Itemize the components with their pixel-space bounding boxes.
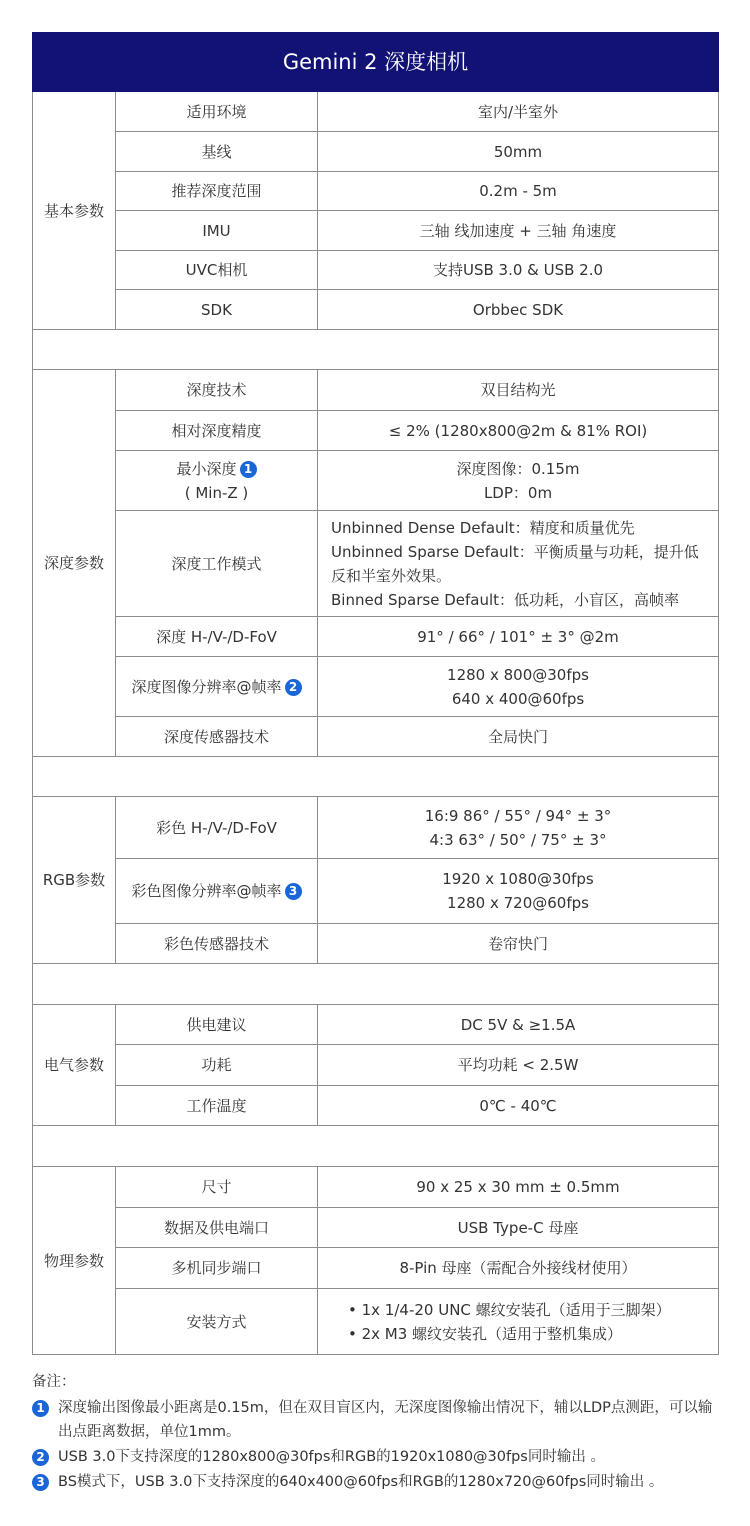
row-label bbox=[116, 451, 318, 511]
footnote-badge: 2 bbox=[32, 1449, 49, 1466]
spacer-cell bbox=[33, 330, 719, 370]
row-value: 90 x 25 x 30 mm ± 0.5mm bbox=[318, 1167, 719, 1208]
row-value: 三轴 线加速度 + 三轴 角速度 bbox=[318, 211, 719, 251]
row-label: 深度传感器技术 bbox=[116, 717, 318, 757]
row-value: 卷帘快门 bbox=[318, 924, 719, 964]
spacer-row bbox=[33, 964, 719, 1005]
group-rgb: RGB参数 bbox=[33, 797, 116, 964]
table-row bbox=[33, 411, 719, 451]
row-label: 功耗 bbox=[116, 1045, 318, 1086]
row-value: USB Type-C 母座 bbox=[318, 1208, 719, 1248]
row-value: 平均功耗 < 2.5W bbox=[318, 1045, 719, 1086]
table-row bbox=[33, 717, 719, 757]
spacer-row bbox=[33, 757, 719, 797]
table-row bbox=[33, 1289, 719, 1355]
row-value: 8-Pin 母座（需配合外接线材使用） bbox=[318, 1248, 719, 1289]
table-row bbox=[33, 132, 719, 172]
value-line: 640 x 400@60fps bbox=[451, 689, 585, 708]
table-row bbox=[33, 657, 719, 717]
row-label: 多机同步端口 bbox=[116, 1248, 318, 1289]
notes-section bbox=[32, 1370, 722, 1495]
table-row bbox=[33, 617, 719, 657]
row-value: 室内/半室外 bbox=[318, 92, 719, 132]
row-label: 推荐深度范围 bbox=[116, 172, 318, 211]
table-row bbox=[33, 1167, 719, 1208]
note-item bbox=[32, 1470, 722, 1494]
table-row bbox=[33, 1086, 719, 1126]
row-label: 彩色 H-/V-/D-FoV bbox=[116, 797, 318, 859]
value-line: 16:9 86° / 55° / 94° ± 3° bbox=[424, 806, 612, 825]
value-line: Unbinned Dense Default：精度和质量优先 bbox=[331, 518, 635, 537]
row-value: 50mm bbox=[318, 132, 719, 172]
footnote-badge: 3 bbox=[285, 883, 302, 900]
row-value bbox=[318, 797, 719, 859]
group-basic: 基本参数 bbox=[33, 92, 116, 330]
table-row bbox=[33, 211, 719, 251]
value-line: LDP：0m bbox=[483, 483, 553, 502]
row-label: 深度图像分辨率@帧率 2 bbox=[116, 657, 318, 717]
row-label: 尺寸 bbox=[116, 1167, 318, 1208]
row-label: 深度 H-/V-/D-FoV bbox=[116, 617, 318, 657]
spacer-row bbox=[33, 330, 719, 370]
table-row bbox=[33, 924, 719, 964]
row-value: DC 5V & ≥1.5A bbox=[318, 1005, 719, 1045]
table-row bbox=[33, 92, 719, 132]
row-value: 支持USB 3.0 & USB 2.0 bbox=[318, 251, 719, 290]
title-row bbox=[33, 33, 719, 92]
row-value: 双目结构光 bbox=[318, 370, 719, 411]
table-row bbox=[33, 290, 719, 330]
row-value bbox=[318, 1289, 719, 1355]
row-label-line: 最小深度 1 bbox=[124, 457, 309, 481]
value-line: 4:3 63° / 50° / 75° ± 3° bbox=[429, 830, 607, 849]
row-label: 彩色传感器技术 bbox=[116, 924, 318, 964]
row-label: 数据及供电端口 bbox=[116, 1208, 318, 1248]
row-label: SDK bbox=[116, 290, 318, 330]
table-row bbox=[33, 511, 719, 617]
row-label: 工作温度 bbox=[116, 1086, 318, 1126]
value-line: 深度图像：0.15m bbox=[456, 459, 580, 478]
footnote-badge: 1 bbox=[240, 461, 257, 478]
spec-table bbox=[32, 32, 719, 1355]
table-row bbox=[33, 859, 719, 924]
value-line: Binned Sparse Default：低功耗，小盲区，高帧率 bbox=[331, 590, 680, 609]
table-row bbox=[33, 1208, 719, 1248]
table-row bbox=[33, 797, 719, 859]
table-row bbox=[33, 1248, 719, 1289]
row-value: 0℃ - 40℃ bbox=[318, 1086, 719, 1126]
value-line: 1280 x 720@60fps bbox=[447, 894, 589, 912]
row-label: 安装方式 bbox=[116, 1289, 318, 1355]
row-label: 基线 bbox=[116, 132, 318, 172]
group-depth: 深度参数 bbox=[33, 370, 116, 757]
row-label: 相对深度精度 bbox=[116, 411, 318, 451]
footnote-badge: 1 bbox=[32, 1400, 49, 1417]
table-row bbox=[33, 370, 719, 411]
group-electrical: 电气参数 bbox=[33, 1005, 116, 1126]
note-item bbox=[32, 1445, 722, 1469]
spacer-cell bbox=[33, 1126, 719, 1167]
note-text: 深度输出图像最小距离是0.15m，但在双目盲区内，无深度图像输出情况下，辅以LDP点测距，可以输出点距离数据，单位1mm。 bbox=[58, 1400, 713, 1440]
row-label: 深度技术 bbox=[116, 370, 318, 411]
table-row bbox=[33, 451, 719, 511]
row-value bbox=[318, 511, 719, 617]
row-label-sub: ( Min-Z ) bbox=[184, 483, 249, 502]
spacer-row bbox=[33, 1126, 719, 1167]
group-physical: 物理参数 bbox=[33, 1167, 116, 1355]
note-item bbox=[32, 1396, 722, 1444]
value-bullet: • 1x 1/4-20 UNC 螺纹安装孔（适用于三脚架） bbox=[348, 1300, 671, 1319]
row-label: 供电建议 bbox=[116, 1005, 318, 1045]
note-text: USB 3.0下支持深度的1280x800@30fps和RGB的1920x1080@30fps同时输出 。 bbox=[58, 1449, 605, 1465]
table-row bbox=[33, 1005, 719, 1045]
value-line: 1280 x 800@30fps bbox=[447, 665, 589, 684]
value-line: 1920 x 1080@30fps bbox=[442, 870, 594, 888]
footnote-badge: 3 bbox=[32, 1474, 49, 1491]
row-value bbox=[318, 859, 719, 924]
row-value: 91° / 66° / 101° ± 3° @2m bbox=[318, 617, 719, 657]
value-bullet: • 2x M3 螺纹安装孔（适用于整机集成） bbox=[348, 1324, 623, 1343]
notes-heading: 备注： bbox=[32, 1374, 76, 1390]
row-label: 彩色图像分辨率@帧率 3 bbox=[116, 859, 318, 924]
note-text: BS模式下，USB 3.0下支持深度的640x400@60fps和RGB的1280x720@60fps同时输出 。 bbox=[58, 1474, 664, 1490]
spacer-cell bbox=[33, 757, 719, 797]
row-value: Orbbec SDK bbox=[318, 290, 719, 330]
row-value bbox=[318, 657, 719, 717]
table-title: Gemini 2 深度相机 bbox=[33, 33, 719, 92]
row-value bbox=[318, 451, 719, 511]
row-label: 适用环境 bbox=[116, 92, 318, 132]
row-label: 深度工作模式 bbox=[116, 511, 318, 617]
table-row bbox=[33, 1045, 719, 1086]
row-label: IMU bbox=[116, 211, 318, 251]
row-value: ≤ 2% (1280x800@2m & 81% ROI) bbox=[318, 411, 719, 451]
row-value: 0.2m - 5m bbox=[318, 172, 719, 211]
spacer-cell bbox=[33, 964, 719, 1005]
footnote-badge: 2 bbox=[285, 679, 302, 696]
row-value: 全局快门 bbox=[318, 717, 719, 757]
row-label: UVC相机 bbox=[116, 251, 318, 290]
table-row bbox=[33, 172, 719, 211]
value-line: Unbinned Sparse Default：平衡质量与功耗，提升低反和半室外效果。 bbox=[331, 542, 699, 585]
table-row bbox=[33, 251, 719, 290]
